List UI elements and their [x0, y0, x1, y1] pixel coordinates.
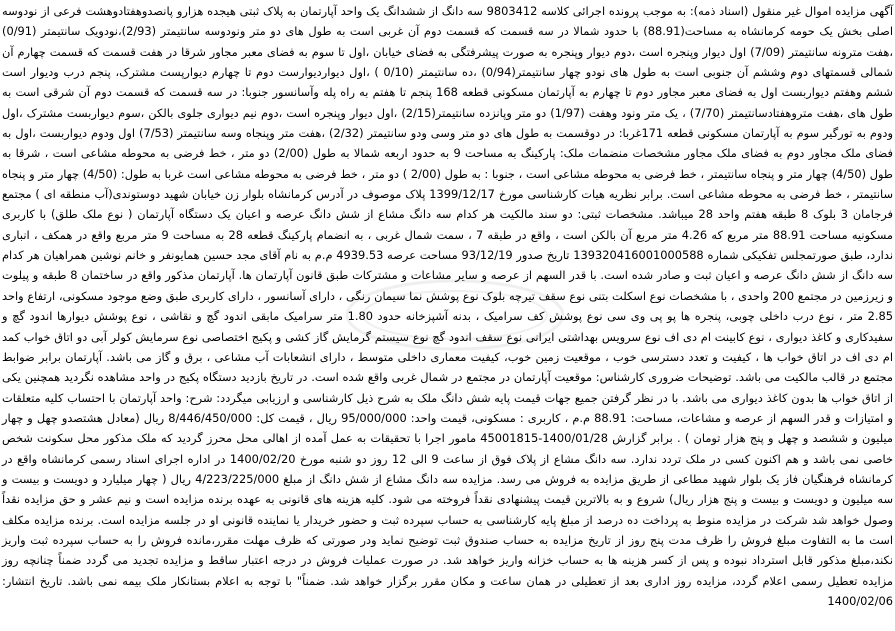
auction-notice-body: [2, 1, 893, 611]
notice-paragraph: آگهی مزایده اموال غیر منقول (اسناد ذمه): به موجب پرونده اجرائی کلاسه 9803412 سه دانگ از ششدانگ یک واحد آپارتمان به پلاک ثبتی هیجده هزارو پانصدوهفتادوهشت فرعی از نودوسه اصلی بخش یک حومه کرمانشاه به مساحت(88.91) با حدود شمالا در سه قسمت که قسمت دوم آن غربی است به طول های دو متر ونودوسه سانتیمتر (2/93)،نودویک سانتیمتر (0/91) ،هفت مترونه سانتیمتر (7/09) اول دیوار وپنجره است ،دوم دیوار وپنجره به صورت پیشرفتگی به فضای خیابان ،اول تا سوم به فضای معبر مجاور شرقا در هفت قسمت که قسمت چهارم آن شمالی قسمتهای دوم وششم آن جنوبی است به طول های نودو چهار سانتیمتر(0/94) ،ده سانتیمتر (0/10 ) ،اول دیواردیوارست دوم تا چهارم دیوارپست مشترک، پنجم درب ودیوار است ششم وهفتم دیواربست اول به فضای معبر مجاور دوم تا چهارم به آپارتمان مسکونی قطعه 168 پنجم تا هفتم به راه پله وآسانسور جنوبا: در سه قسمت که قسمت دوم آن شرقی است به طول های ،هفت متروهفتادسانتیمتر (7/70) ، یک متر ونود وهفت (1/97) دو متر وپانزده سانتیمتر(2/15) ،اول دیوار وپنجره است ،دوم نیم دیواری جلوی بالکن ،سوم دیواربست مشترک ،اول ودوم به تورگیر سوم به آپارتمان مسکونی قطعه 171غربا: در دوقسمت به طول های دو متر وسی ودو سانتیمتر (2/32) ،هفت متر وپنجاه وسه سانتیمتر (7/53) اول ودوم دیواربست ،اول به فضای ملک مجاور دوم به فضای ملک مجاور مشخصات منضمات ملک: پارکینگ به مساحت 9 به حدود اربعه شمالا به طول (2/00) دو متر ، خط فرضی به محوطه مشاعی است ، شرقا به طول (4/50) چهار متر و پنجاه سانتیمتر ، خط فرضی به محوطه مشاعی است ، جنوبا : به طول (2/00 ) دو متر ، خط فرضی به محوطه مشاعی است غربا به طول: (4/50) چهار متر و پنجاه سانتیمتر ، خط فرضی به محوطه مشاعی است. برابر نظریه هیات کارشناسی مورخ 1399/12/17 پلاک موصوف در آدرس کرمانشاه بلوار زن خیابان شهید دوستوندی(آب منطقه ای ) مجتمع فرجامان 3 بلوک 8 طبقه هفتم واحد 28 میباشد. مشخصات ثبتی: دو سند مالکیت هر کدام سه دانگ مشاع از شش دانگ عرصه و اعیان یک دستگاه آپارتمان ( نوع ملک طلق) با کاربری مسکونیه مساحت 88.91 متر مربع که 4.26 متر مربع آن بالکن است ، واقع در طبقه 7 ، سمت شمال غربی ، به انضمام پارکینگ قطعه 28 به مساحت 9 متر مربع واقع در همکف ، انباری ندارد، طبق صورتمجلس تفکیکی شماره 139320416001000588 تاریخ صدور 93/12/19 مساحت عرصه 4939.53 م.م به نام آقای مجد حسین همایونفر و خانم نوشین همراهیان هر کدام سه دانگ از شش دانگ عرصه و اعیان ثبت و صادر شده است. با قدر السهم از عرصه و سایر مشاعات و مشترکات طبق قانون آپارتمان ها. آپارتمان مذکور واقع در ساختمان 8 طبقه و پیلوت و زیرزمین در مجتمع 200 واحدی ، با مشخصات نوع اسکلت بتنی نوع سقف تیرچه بلوک نوع پوشش نما سیمان رنگی ، دارای آسانسور ، دارای کاربری طبق وضع موجود مسکونی، ارتفاع واحد 2.85 متر ، نوع درب داخلی چوبی، پنجره ها پو پی وی سی نوع پوشش کف سرامیک ، بدنه آشپزخانه حدود 1.80 متر سرامیک مابقی اندود گچ و نقاشی ، نوع پوشش دیوارها اندود گچ و سفیدکاری و کاغذ دیواری ، نوع کابینت ام دی اف نوع سرویس بهداشتی ایرانی نوع سقف اندود گچ نوع سیستم گرمایش گاز کشی و پکیج اختصاصی نوع سرمایش کولر آبی دو اتاق خواب کمد ام دی اف در اتاق خواب ها ، کیفیت و تعدد دسترسی خوب ، موقعیت زمین خوب، کیفیت معماری داخلی متوسط ، دارای انشعابات آب مشاعی ، برق و گاز می باشد. آپارتمان برابر ضوابط مجتمع در قالب مالکیت می باشد. توضیحات ضروری کارشناس: موقعیت آپارتمان در مجتمع در شمال غربی واقع شده است. در تاریخ بازدید دستگاه پکیج در واحد مشاهده نگردید همچنین یکی از اتاق خواب ها بدون کاغذ دیواری می باشد. با در نظر گرفتن جمیع جهات قیمت پایه شش دانگ ملک به شرح ذیل کارشناسی و ارزیابی میگردد: شرح: واحد آپارتمان با احتساب کلیه متعلقات و امتیازات و قدر السهم از عرصه و مشاعات، مساحت: 88.91 م.م ، کاربری : مسکونی، قیمت واحد: 95/000/000 ریال ، قیمت کل: 8/446/450/000 ریال (معادل هشتصدو چهل و چهار میلیون و ششصد و چهل و پنج هزار تومان ) . برابر گزارش 1400/01/28-45001815 مامور اجرا با تحقیقات به عمل آمده از اهالی محل محرز گردید که ملک مذکور محل سکونت شخص خاصی نمی باشد و هم اکنون کسی در ملک تردد ندارد. سه دانگ مشاع از پلاک فوق از ساعت 9 الی 12 روز دو شنبه مورخ 1400/02/20 در اداره اجرای اسناد رسمی کرمانشاه واقع در کرمانشاه فرهنگیان فاز یک بلوار شهید مطاعی از طریق مزایده به فروش می رسد. مزایده سه دانگ مشاع از شش دانگ از مبلغ 4/223/225/000 ریال ( چهار میلیارد و دویست و بیست و سه میلیون و دویست و بیست و پنج هزار ریال) شروع و به بالاترین قیمت پیشنهادی نقداً فروخته می شود. کلیه هزینه های قانونی به عهده برنده مزایده است و نیم عشر و حق مزایده نقداً وصول خواهد شد شرکت در مزایده منوط به پرداخت ده درصد از مبلغ پایه کارشناسی به حساب سپرده ثبت و حضور خریدار یا نماینده قانونی او در جلسه مزایده است. برنده مزایده مکلف است ما به التفاوت مبلغ فروش را ظرف مدت پنج روز از تاریخ مزایده به حساب صندوق ثبت توضیح نماید ودر صورتی که ظرف مهلت مقرر،مانده فروش را به حساب سپرده ثبت واریز نکند،مبلغ مذکور قابل استرداد نبوده و پس از کسر هزینه ها به حساب خزانه واریز خواهد شد. در صورت عملیات فروش در درجه اعتبار ساقط و مزایده تجدید می گردد ضمناً چنانچه روز مزایده تعطیل رسمی اعلام گردد، مزایده روز اداری بعد از تعطیلی در همان ساعت و مکان مقرر برگزار خواهد شد. ضمناً" با توجه به اعلام بستانکار ملک بیمه نمی باشد. تاریخ انتشار: 1400/02/06: [2, 4, 894, 608]
